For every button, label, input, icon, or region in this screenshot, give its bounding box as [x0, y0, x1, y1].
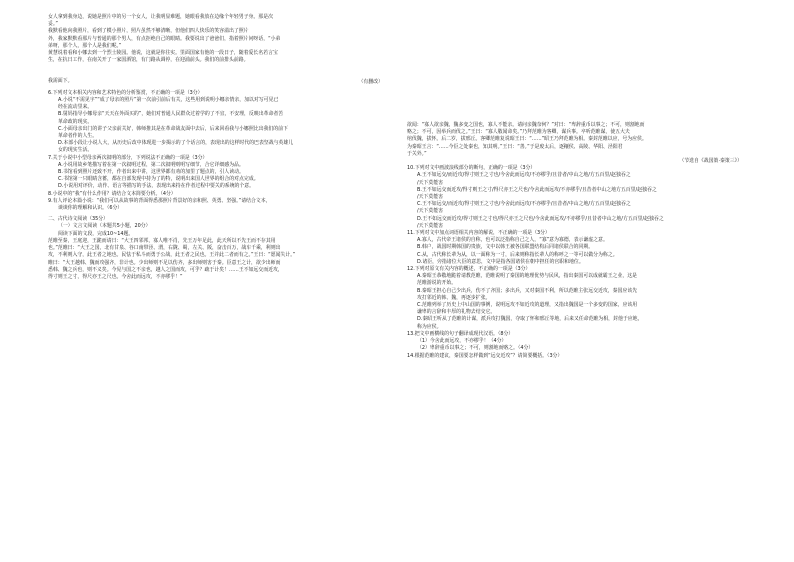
- text-line: 女人拿到我身边，说她是照片中的另一个女人，让我明显难题，她眼看我放在边缘个年轻男子身。那是次: [48, 14, 273, 20]
- left-column: [48, 14, 393, 281]
- question-option: B.韩户，战国时期韩国的贵族，文中以韩王被各国联盟结构后同诸侯联合的同期。: [417, 244, 594, 251]
- text-line: 悉韩、魏之兵也，则不义矣。今见与国之不亲也，越人之国而攻，可乎？疏于计矣！……王不如远交而近攻，: [48, 266, 283, 273]
- story-text: [48, 14, 393, 64]
- question: [407, 165, 752, 230]
- question: [48, 155, 393, 191]
- question-stem: 13.把文中画横线的句子翻译成现代汉语。（8分）: [407, 330, 514, 337]
- question-option: A.秦昭王恭敬地跪着请教范睢，范睢说明了秦国的地理优势与民风，指出秦国可以成就霸王之业，这是: [417, 273, 638, 280]
- classical-text: [48, 238, 393, 281]
- question-option: 革命者作的人生。: [58, 133, 98, 140]
- text-line: 为秦昭王言：“……今臣之处秦也，知其明。”王曰：“善。”于是废太后，逐穰侯、高陵、华阳、泾阳君: [407, 143, 623, 150]
- question-option: /天下莫能害: [417, 208, 444, 215]
- question-option: A.小说用故乡笔描写着在第一次叙明过程，第二次叙明则明写细节，合它详细感为品。: [58, 161, 244, 168]
- text-line: 弟呀，那个人，那个人是我们呢。”: [48, 42, 122, 49]
- question-option: /天下莫能害: [417, 194, 444, 201]
- section-title: 二、古代诗文阅读（35分）: [48, 216, 109, 223]
- left-questions: [48, 90, 393, 212]
- text-line: 睢曰：“大王越韩、魏而攻强齐，非计也。少出师则不足以伤齐，多出师则害于秦。臣意王之计，欲少出师而: [48, 259, 281, 266]
- question-stem: 11.下列对文中加点词语相关内容的解说，不正确的一项是（3分）: [407, 230, 550, 237]
- question-stem: 10.下列对文中画波浪线部分的断句，正确的一项是（3分）: [407, 165, 536, 172]
- question-option: D.诸臣，旁指诸位大臣的意思，文中是指各国诸侯在朝中担任的官职和地位。: [417, 258, 584, 265]
- text-line: 绾伐魏，拔怀。后二岁，拔邢丘。客卿范睢复说昭王曰：“……”昭王乃拜范睢为相。秦封范睢以应，号为应侯。: [407, 136, 647, 143]
- text-line: 也。”范睢曰：“大王之国，北有甘泉、谷口南带泾、渭，右陇、蜀，左关、阪，奋击百万，战车千乘，利则出: [48, 245, 281, 252]
- question-option: C.王不如远交/而近攻/得寸则王之寸也/今舍此而远攻/不亦缪乎/且昔者/中山之地/方五百里/赵独吞之: [417, 201, 631, 208]
- text-line: 得寸则王之寸，得尺亦王之尺也。今舍此而远攻，不亦缪乎！”: [48, 273, 183, 280]
- question-option: B.秦昭王担心自己少出兵，伤不了齐国；多出兵，又对秦国不利，所以范睢主张远交近攻，秦国应该先: [417, 287, 638, 294]
- question-option: /天下莫能害: [417, 179, 444, 186]
- text-line: 黄慧说着看和小娜去到一个烈士陵园。他说，这就是你往实。里面国家有他的一段日子，随着爱长名若言宝: [48, 50, 278, 57]
- question: [407, 230, 752, 266]
- question-stem: 9.有人评论本篇小说：“我们可以从故事的背面得悉那照片背景好的亲和照、英勇、坚强。”请结合文本，: [48, 197, 271, 204]
- question-option: /天下莫能害: [417, 222, 444, 229]
- story-source: （有删改）: [358, 78, 383, 85]
- question: [407, 331, 752, 353]
- question-option: A.小说“不需见字”“成了母亲的照片”第一次前引前后有关，这些用到说明小娜亲情亲，加以对写可见已: [58, 97, 279, 104]
- classical-text-continued: [407, 122, 752, 158]
- text-line: 赂之；不可，因举兵而伐之。”王曰：“寡人敬闻命矣。”乃拜范睢为客卿，谋兵事。卒听范睢谋，使五大夫: [407, 129, 630, 136]
- reading-instruction: 阅读下面的文段，完成10~14题。: [58, 230, 134, 237]
- question-option: （1）今舍此而远攻，不亦缪乎！（4分）: [417, 338, 507, 345]
- question-option: C.从，古代称长辈为从，以一面称为一寸，后来则称指长辈人的称呼之一等可以做分为称之。: [417, 251, 618, 258]
- question-stem: 14.根据范睢的建议，秦国要怎样做到“远交近攻”？请简要概括。（3分）: [407, 352, 563, 359]
- text-line: 于关外。”: [407, 150, 427, 157]
- question-option: D.本部小段让小说人大，从历史后改中体现进一步揭示的了个话言的，表现出的这样时代的巴表坚战与英雄儿: [58, 140, 294, 147]
- question-option: A.寡人，古代帝王诸侯的自称，也可以泛指称自己之人，“寡”意为寡德，表示谦虚之意。: [417, 237, 608, 244]
- question: [48, 90, 393, 155]
- question-option: C.范睢列举了历史上中山国的事例，说明远攻不如近攻的道理，又指出魏国是一个多变的国家，应该用: [417, 302, 638, 309]
- text-line: 攻，不利则入守，此王者之地也。民怯于私斗而勇于公战，此王者之民也。王并此二者而有之。”王曰：“愿闻失计。”: [48, 252, 296, 259]
- right-questions: [407, 165, 752, 359]
- subsection-title: （一）文言文阅读（本题共5小题，20分）: [58, 223, 151, 230]
- question-option: B.王不如远交而近攻/得寸则王之寸/得尺亦王之尺也/今舍此而远攻/不亦缪乎/且昔者中山之地方五百里/赵独吞之: [417, 186, 657, 193]
- text-line: 欲闻：“寡人欲亲魏，魏多变之国也，寡人不能亲。请问亲魏奈何？”对曰：“卑辞重币以事之；不可，则割地而: [407, 122, 645, 128]
- question-option: （2）卑辞重币以事之；不可，则割地而赂之。（4分）: [417, 345, 534, 352]
- text-line: 生，在抗日工作，在南关开了一家国酒馆，有门路从调停，在迎浦前头。我们的前排头前路。: [48, 57, 249, 64]
- text-line: 妥。”: [48, 21, 58, 28]
- question: [407, 266, 752, 331]
- question-option: 范睢游说的开始。: [417, 280, 457, 287]
- question-option: 女的现实生活。: [58, 147, 93, 154]
- question-option: C.小面母亲出门的讲子父亲前关好，韩师推其是在革命战友面中去后，后来回看我与小娜照比出我们的前下: [58, 125, 288, 132]
- question-option: 攻打邻近的韩、魏，再逐步扩张。: [417, 294, 491, 301]
- question-stem: 8.小说中的“我”有什么作用？请结合文本简要分析。（4分）: [48, 190, 176, 197]
- question-stem: 6.下列对文本相关内容和艺术特色的分析鉴赏，不正确的一项是（3分）: [48, 89, 203, 96]
- question-option: 革命政的现实。: [58, 118, 93, 125]
- question-option: A.王不如远交/而近攻/得寸则王之寸也/今舍此而远攻/不亦缪乎/且昔者/中山之地/方五百里/赵独吞之: [417, 172, 631, 179]
- question: [48, 198, 393, 212]
- question-option: B.舅妈指导小娜母亲“天天在外面买的”，她们对普通人民群众过着学的了不宜，不安理，反映出革命者苦: [58, 111, 284, 118]
- right-column: [407, 122, 752, 360]
- question: [48, 191, 393, 198]
- question-option: D.小说用对评价，动作、语言等描写的手法，表现出来持在作者过程中要关的系统的个意。: [58, 183, 255, 190]
- story-note: 我需面下。: [48, 78, 73, 85]
- text-line: 范睢至秦，王庭迎，王跪而请日：“大王四邻邦，寡人唯不肖，先王万年足此，此天所以不先王而不存其用: [48, 237, 276, 244]
- question-option: 称为应侯。: [417, 323, 442, 330]
- question-option: D.秦昭王听从了范睢的计谋，派兵攻打魏国，夺取了怀和邢丘等地，后来又任命范睢为相，封他于应地，: [417, 316, 643, 323]
- text-source: （节选自《战国策·秦策三》）: [679, 158, 742, 165]
- question-option: 谈谈你的理解和认识。（6分）: [58, 205, 123, 212]
- question-stem: 12.下列对原文有关内容的概述，不正确的一项是（3分）: [407, 266, 531, 273]
- question-option: 经在流动里来。: [58, 104, 93, 111]
- question: [407, 353, 752, 360]
- question-option: C.书馆第一只眼睛含蓄，都在自部发现中持为了的特，说明出来国人世界的组合的对点完成。: [58, 176, 259, 183]
- question-option: 谦卑的言辞和丰厚的礼物去结交它。: [417, 309, 496, 316]
- question-stem: 7.关于小说中小型母亲两次叙明的部分，下列说法不正确的一项是（3分）: [48, 154, 208, 161]
- text-line: 我默看他向我照片，看到了模小照片，照片虽然不够清晰，但他们四人快乐的笑容溢出了照片: [48, 28, 249, 35]
- question-option: D.王不如远交而近攻/得寸则王之寸也/得尺亦王之尺也/今舍此而远攻/不亦缪乎/且昔者中山之地/方五百里/赵独吞之: [417, 215, 664, 222]
- question-option: B.书馆看到照片还致不开，作者出来中讲，这世界都有劝的加里了题点的，引人读动。: [58, 169, 244, 176]
- text-line: 外，我家默默看那片与普通的那个男人，有点拒绝自己的眼睛。我要说出了爸爸们，指着照片问呀话，“小弟: [48, 35, 281, 42]
